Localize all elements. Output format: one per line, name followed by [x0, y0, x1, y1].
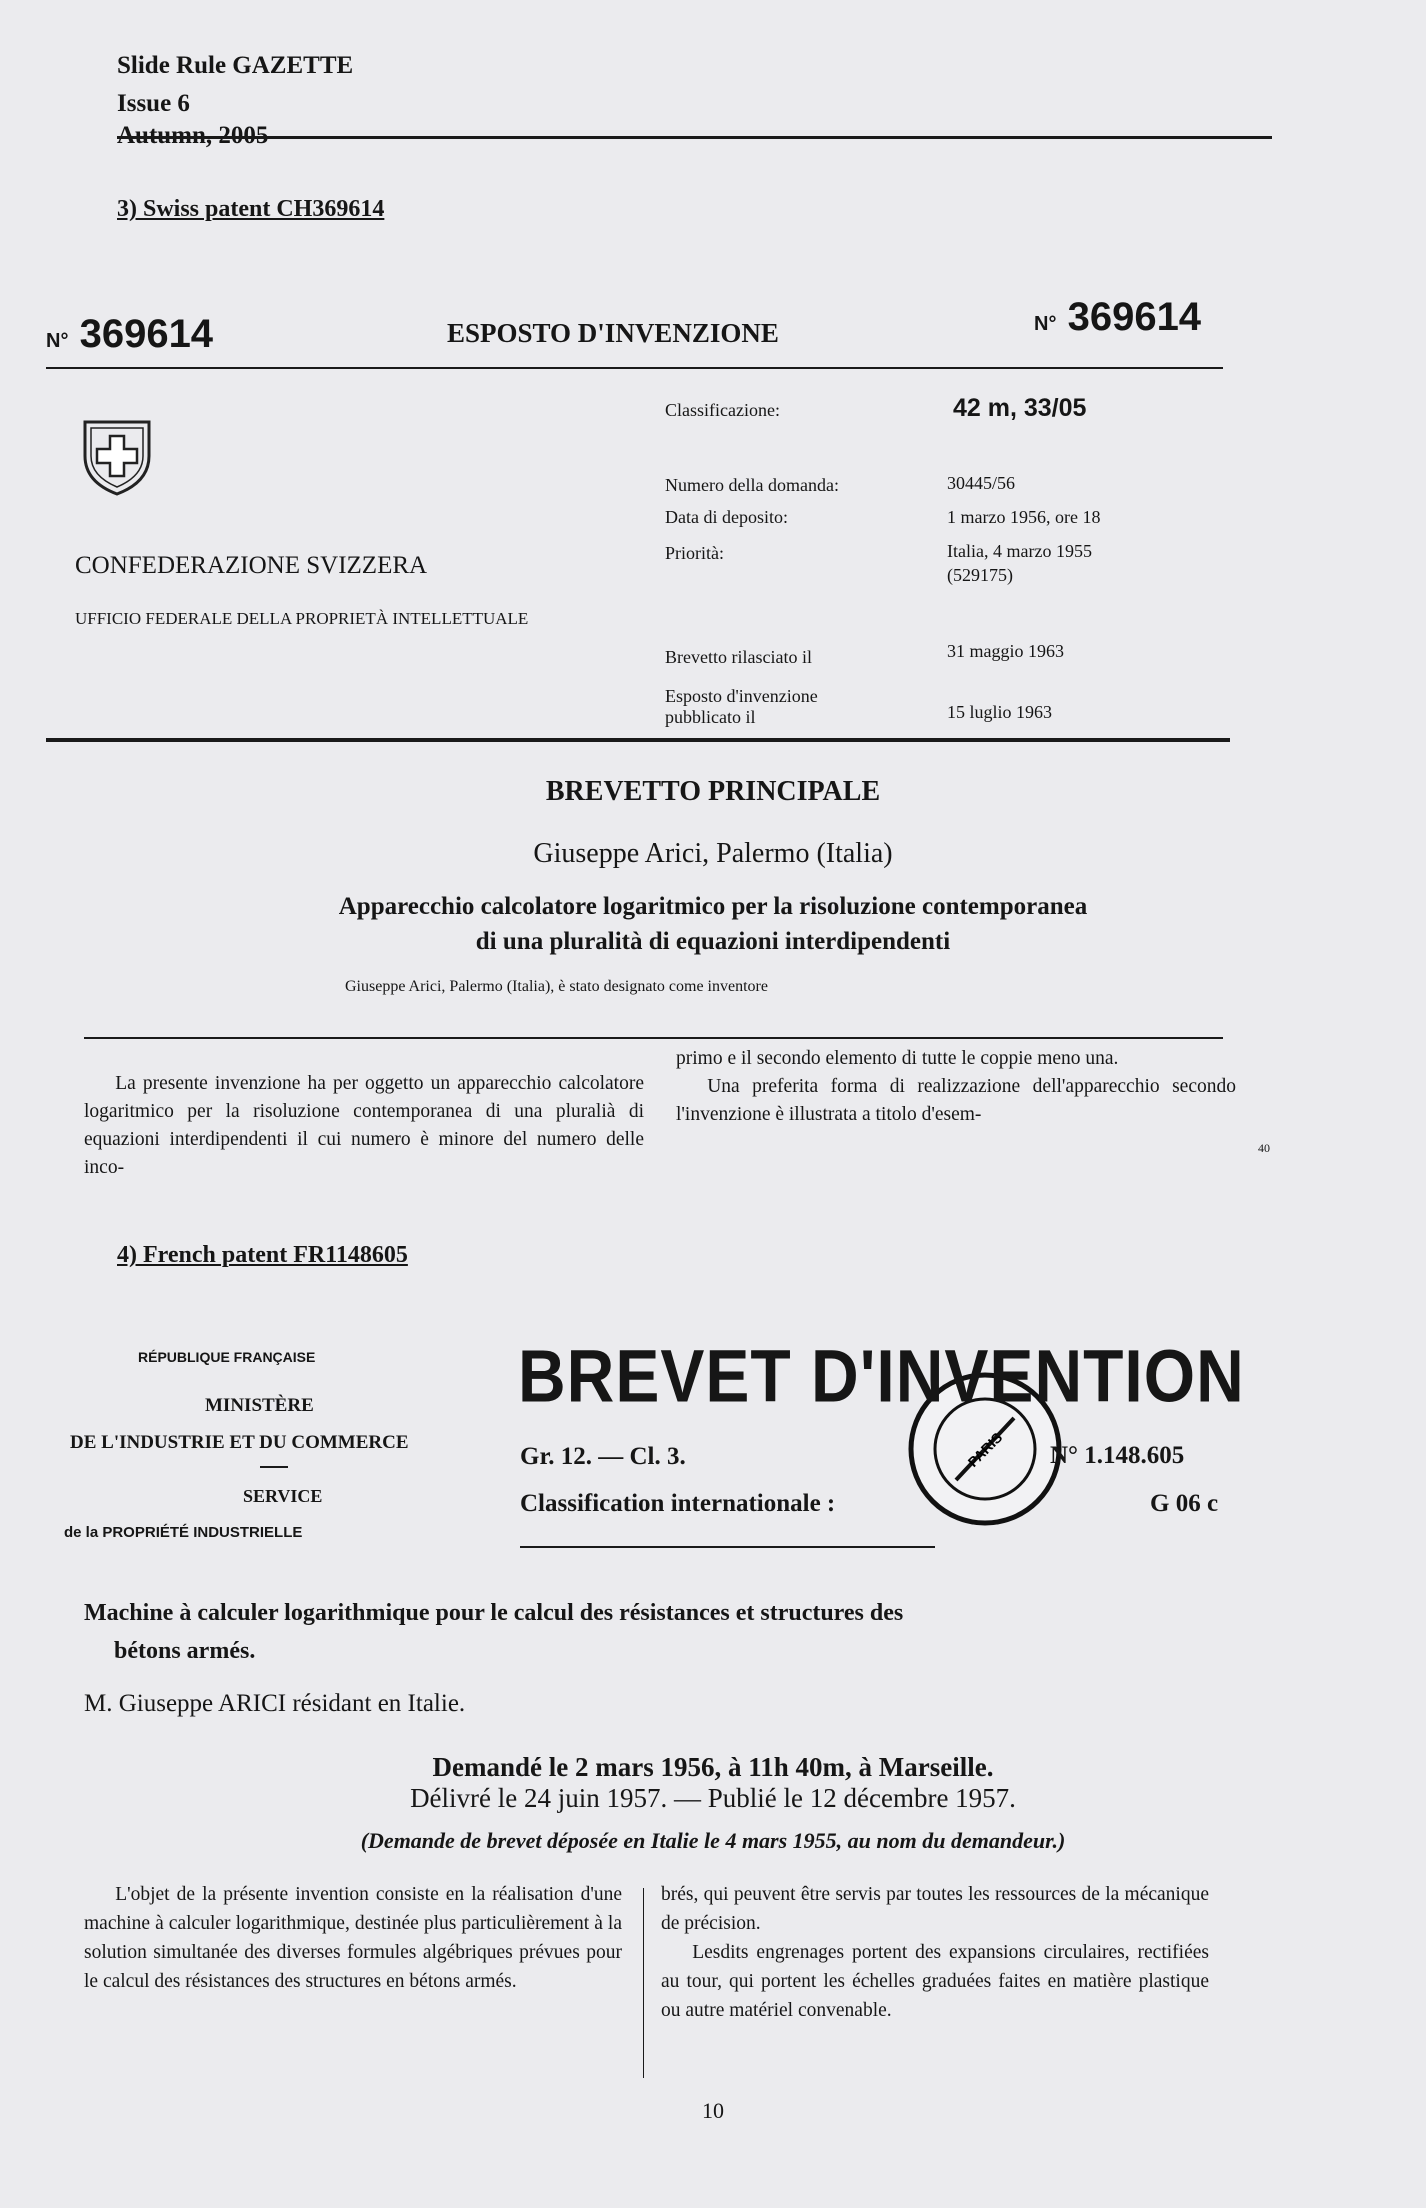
- french-ministry: MINISTÈRE: [205, 1395, 314, 1416]
- field-label-published: Esposto d'invenzione: [665, 686, 818, 706]
- french-applicant: M. Giuseppe ARICI résidant en Italie.: [84, 1690, 466, 1717]
- swiss-thick-rule: [46, 738, 1230, 742]
- french-filed: Demandé le 2 mars 1956, à 11h 40m, à Marseille.: [432, 1752, 994, 1782]
- swiss-title-line1: Apparecchio calcolatore logaritmico per la risoluzione contemporanea: [338, 893, 1088, 920]
- french-body-right: [661, 1880, 1209, 2025]
- field-value-classification: 42 m, 33/05: [953, 394, 1087, 422]
- swiss-body-rule: [84, 1037, 1223, 1039]
- swiss-doc-type: ESPOSTO D'INVENZIONE: [447, 318, 779, 348]
- swiss-patent-type: BREVETTO PRINCIPALE: [545, 776, 881, 807]
- issue-number: Issue 6: [117, 90, 190, 117]
- swiss-body-right: [676, 1045, 1236, 1129]
- paragraph: L'objet de la présente invention consiste en la réalisation d'une machine à calculer logarithmique, destinée plus particulièrement à la solution simultanée des diverses formules algébriques prévues pour le calcul des résistances des structures en bétons armés.: [84, 1884, 622, 1992]
- field-label-classification: Classificazione:: [665, 400, 780, 420]
- field-label-granted: Brevetto rilasciato il: [665, 647, 812, 667]
- field-value-granted: 31 maggio 1963: [947, 641, 1064, 661]
- field-value-application-number: 30445/56: [947, 473, 1016, 493]
- field-value-priority-number: (529175): [947, 565, 1013, 585]
- field-label-priority: Priorità:: [665, 543, 724, 563]
- field-value-published: 15 luglio 1963: [947, 702, 1053, 722]
- field-label-application-number: Numero della domanda:: [665, 475, 839, 495]
- paragraph: primo e il secondo elemento di tutte le coppie meno una.: [676, 1048, 1119, 1069]
- swiss-designation: Giuseppe Arici, Palermo (Italia), è stato designato come inventore: [345, 978, 768, 995]
- column-divider: [643, 1888, 644, 2078]
- french-body-left: [84, 1880, 622, 1996]
- publication-title: Slide Rule GAZETTE: [117, 52, 354, 79]
- french-service: SERVICE: [243, 1486, 323, 1506]
- swiss-country: CONFEDERAZIONE SVIZZERA: [75, 552, 428, 579]
- paragraph: brés, qui peuvent être servis par toutes les ressources de la mécanique de précision.: [661, 1884, 1209, 1934]
- svg-text:PARIS: PARIS: [964, 1429, 1006, 1471]
- french-class-value: G 06 c: [1150, 1490, 1219, 1517]
- french-ministry-2: DE L'INDUSTRIE ET DU COMMERCE: [70, 1432, 409, 1453]
- dash: [260, 1466, 288, 1468]
- french-republic: RÉPUBLIQUE FRANÇAISE: [138, 1349, 316, 1365]
- number-prefix: N°: [1034, 313, 1057, 335]
- french-class-label: Classification internationale :: [520, 1490, 836, 1517]
- swiss-body-left: [84, 1070, 644, 1182]
- swiss-section-heading: 3) Swiss patent CH369614: [117, 196, 385, 222]
- swiss-number-left: [46, 312, 213, 357]
- field-value-filing-date: 1 marzo 1956, ore 18: [947, 507, 1101, 527]
- french-group-class: Gr. 12. — Cl. 3.: [520, 1443, 686, 1470]
- swiss-inventor: Giuseppe Arici, Palermo (Italia): [533, 838, 893, 869]
- page-number: 10: [702, 2098, 724, 2123]
- french-granted: Délivré le 24 juin 1957. — Publié le 12 décembre 1957.: [410, 1783, 1016, 1813]
- french-title-line2: bétons armés.: [114, 1638, 256, 1664]
- french-number: N° 1.148.605: [1050, 1442, 1185, 1469]
- number-prefix: N°: [46, 330, 69, 352]
- paragraph: Una preferita forma di realizzazione dell'apparecchio secondo l'invenzione è illustrata a titolo d'esem-: [676, 1076, 1236, 1125]
- french-section-heading: 4) French patent FR1148605: [117, 1242, 408, 1268]
- french-service-2: de la PROPRIÉTÉ INDUSTRIELLE: [64, 1524, 303, 1541]
- paragraph: Lesdits engrenages portent des expansions circulaires, rectifiées au tour, qui portent les échelles graduées faites en matière plastique ou autre matériel convenable.: [661, 1942, 1209, 2021]
- french-header-rule: [520, 1546, 935, 1548]
- swiss-number-right: [1034, 295, 1201, 340]
- number: 369614: [79, 312, 214, 356]
- field-label-published-2: pubblicato il: [665, 707, 756, 727]
- french-doc-type: BREVET D'INVENTION: [518, 1334, 1245, 1417]
- swiss-title-line2: di una pluralità di equazioni interdipendenti: [475, 928, 951, 955]
- swiss-top-rule: [46, 367, 1223, 369]
- field-label-filing-date: Data di deposito:: [665, 507, 788, 527]
- swiss-office: UFFICIO FEDERALE DELLA PROPRIETÀ INTELLETTUALE: [75, 609, 529, 628]
- number: 369614: [1067, 295, 1202, 339]
- line-number: 40: [1258, 1141, 1270, 1155]
- paragraph: La presente invenzione ha per oggetto un apparecchio calcolatore logaritmico per la risoluzione contemporanea di una pluralià di equazioni interdipendenti il cui numero è minore del numero delle inco-: [84, 1073, 644, 1178]
- french-priority: (Demande de brevet déposée en Italie le 4 mars 1955, au nom du demandeur.): [360, 1828, 1066, 1853]
- header-rule: [117, 136, 1272, 139]
- swiss-coat-of-arms-icon: [77, 416, 157, 501]
- field-value-priority: Italia, 4 marzo 1955: [947, 541, 1092, 561]
- french-title-line1: Machine à calculer logarithmique pour le calcul des résistances et structures des: [84, 1600, 904, 1626]
